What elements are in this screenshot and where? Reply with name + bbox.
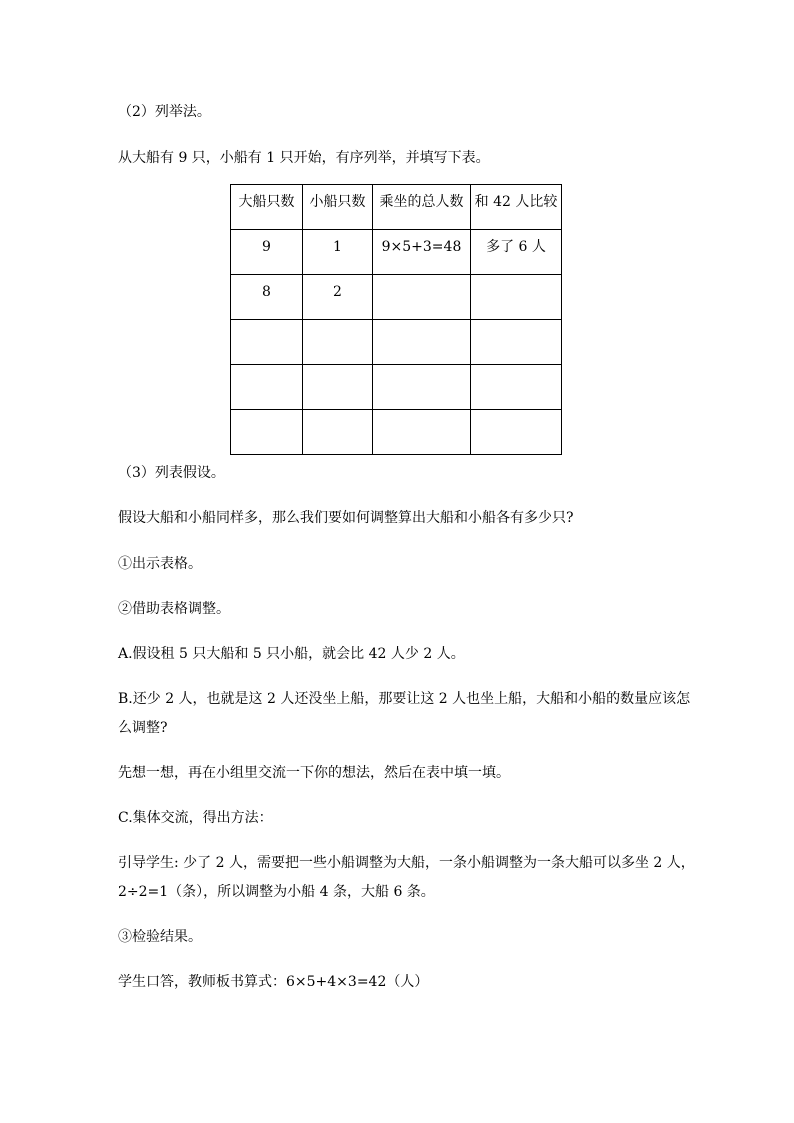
table-row	[231, 365, 562, 410]
table-row	[231, 320, 562, 365]
step-c: C.集体交流，得出方法：	[118, 810, 273, 826]
table-cell	[373, 365, 471, 410]
table-row	[231, 275, 562, 320]
table-cell: 多了 6 人	[471, 230, 562, 275]
section-3-title: （3）列表假设。	[118, 465, 225, 481]
section-2-intro: 从大船有 9 只，小船有 1 只开始，有序列举，并填写下表。	[118, 150, 490, 166]
step-2: ②借助表格调整。	[118, 601, 230, 617]
table-cell	[373, 275, 471, 320]
table-cell	[471, 365, 562, 410]
table-cell	[471, 410, 562, 455]
guide-line-2: 2÷2=1（条），所以调整为小船 4 条，大船 6 条。	[118, 884, 435, 900]
table-header-row	[231, 185, 562, 230]
step-1: ①出示表格。	[118, 556, 202, 572]
section-2-title: （2）列举法。	[118, 104, 211, 120]
table-cell: 9	[231, 230, 303, 275]
step-b-line-2: 么调整?	[118, 720, 168, 736]
table-header-cell: 小船只数	[303, 185, 373, 230]
table-cell: 9×5+3=48	[373, 230, 471, 275]
table-cell: 2	[303, 275, 373, 320]
table-cell	[231, 410, 303, 455]
table-cell: 8	[231, 275, 303, 320]
table-cell	[303, 320, 373, 365]
table-cell	[373, 320, 471, 365]
step-3: ③检验结果。	[118, 929, 202, 945]
table-cell	[231, 365, 303, 410]
table-header-cell: 和 42 人比较	[471, 185, 562, 230]
table-cell	[303, 365, 373, 410]
guide-line-1: 引导学生: 少了 2 人，需要把一些小船调整为大船，一条小船调整为一条大船可以多坐 2 人，	[118, 855, 695, 871]
think-instruction: 先想一想，再在小组里交流一下你的想法，然后在表中填一填。	[118, 765, 510, 781]
table-cell	[471, 320, 562, 365]
answer-formula: 学生口答，教师板书算式：6×5+4×3=42（人）	[118, 974, 429, 990]
enumeration-table	[230, 184, 562, 455]
step-b-line-1: B.还少 2 人，也就是这 2 人还没坐上船，那要让这 2 人也坐上船，大船和小船的数量应该怎	[118, 691, 691, 707]
table-cell: 1	[303, 230, 373, 275]
table-cell	[231, 320, 303, 365]
table-header-cell: 大船只数	[231, 185, 303, 230]
table-header-cell: 乘坐的总人数	[373, 185, 471, 230]
table-row	[231, 410, 562, 455]
table-cell	[471, 275, 562, 320]
step-a: A.假设租 5 只大船和 5 只小船，就会比 42 人少 2 人。	[118, 646, 465, 662]
table-cell	[373, 410, 471, 455]
table-row	[231, 230, 562, 275]
table-cell	[303, 410, 373, 455]
section-3-question: 假设大船和小船同样多，那么我们要如何调整算出大船和小船各有多少只?	[118, 510, 574, 526]
